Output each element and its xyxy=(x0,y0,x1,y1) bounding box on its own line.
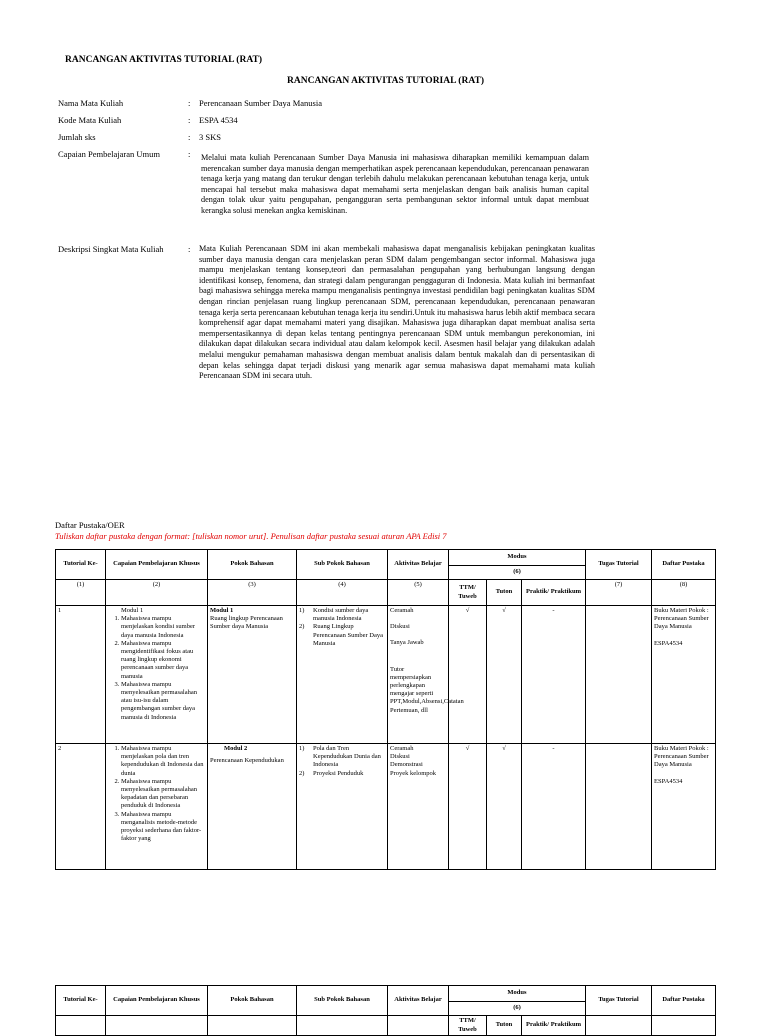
header-capaian: Capaian Pembelajaran Khusus xyxy=(106,986,208,1016)
objective-item: 2. Mahasiswa mampu menyelesaikan permasalahan kepadatan dan persebaran penduduk di Indonesia xyxy=(121,778,205,811)
header-pokok-bahasan: Pokok Bahasan xyxy=(208,986,297,1016)
header-modus-label: Modus xyxy=(507,553,527,561)
credits-value: 3 SKS xyxy=(199,132,221,142)
tugas-cell xyxy=(586,744,652,870)
activity-item: Tutor mempersiapkan perlengkapan mengajar seperti PPT,Modul,Absensi,Catatan Pertemuan, dll xyxy=(390,665,464,714)
course-name-label: Nama Mata Kuliah xyxy=(58,98,124,108)
header-ttm: TTM/ Tuweb xyxy=(449,1016,487,1036)
credits-label: Jumlah sks xyxy=(58,132,96,142)
header-daftar-pustaka: Daftar Pustaka xyxy=(652,986,716,1016)
activity-item: Diskusi xyxy=(390,753,410,761)
activity-cell xyxy=(388,744,449,870)
course-description-label: Deskripsi Singkat Mata Kuliah xyxy=(58,244,164,254)
topic-cell xyxy=(208,744,297,870)
course-description-text: Mata Kuliah Perencanaan SDM ini akan membekali mahasiswa dapat menganalisis kebijakan peningkatan kualitas sumber daya manusia dengan cara menjelaskan peran SDM dalam pengembangan sector informal. Mahasiswa juga mampu menjelaskan tentang konsep,teori dan permasalahan pengupahan yang berhubungan langsung dengan identifikasi konsep, fenomena, dan strategi dalam pengurangan penggaguran di Indonesia. Mata kuliah ini bermanfaat bagi mahasiswa sehingga mereka mampu menganalisis pentingnya investasi pendidilan bagi peningkatan kualitas SDM dengan rincian penjelasan ruang lingkup perencanaan SDM, perencanaan kependudukan, perencanaan penawaran tenaga kerja serta perencanaan kebutuhan tenaga kerja itu sendiri.Untuk itu mahasiswa harus lebih aktif membaca secara komprehensif agar dapat memahami materi yang disajikan. Mahasiswa juga diharapkan dapat membuat analisa serta mempersentasikannya di depan kelas tentang pentingnya perencanaan SDM untuk membangun perekonomian, ini dilakukan dapat dilakukan secara individual atau dalam kelompok kecil. Asesmen hasil belajar yang dilakukan adalah melalui mengukur pemahaman mahasiswa dengan membuat analisis dalam bentuk makalah dan di persentasikan di depan kelas sehingga dapat terjadi diskusi yang menarik agar semua mahasiswa dapat memahami mata kuliah Perencanaan SDM ini secara utuh. xyxy=(199,244,595,381)
objective-item: 2. Mahasiswa mampu mengidentifikasi fokus atau ruang lingkup ekonomi perencanaan sumber daya manusia xyxy=(121,640,205,681)
references-title: Daftar Pustaka/OER xyxy=(55,520,125,530)
header-tuton: Tuton xyxy=(487,580,522,606)
subtopic-cell xyxy=(297,606,388,744)
activity-item: Diskusi xyxy=(390,623,410,631)
header-aktivitas-belajar: Aktivitas Belajar xyxy=(388,986,449,1016)
topic-text: Perencanaan Kependudukan xyxy=(210,757,284,765)
objective-item: 1. Mahasiswa mampu menjelaskan pola dan tren kependudukan di Indonesia dan dunia xyxy=(121,745,205,778)
header-praktik: Praktik/ Praktikum xyxy=(522,580,586,606)
header-praktik: Praktik/ Praktikum xyxy=(522,1016,586,1036)
module-label: Modul 1 xyxy=(121,607,144,614)
objective-item: 1. Mahasiswa mampu menjelaskan kondisi sumber daya manusia Indonesia xyxy=(121,615,205,640)
header-tugas-tutorial: Tugas Tutorial xyxy=(586,550,652,580)
praktik-mark: - xyxy=(522,744,586,870)
course-code-label: Kode Mata Kuliah xyxy=(58,115,122,125)
subtopic-text: Kondisi sumber daya manusia Indonesia xyxy=(313,607,369,623)
objective-list xyxy=(108,745,205,843)
praktik-mark: - xyxy=(522,606,586,744)
course-code-value: ESPA 4534 xyxy=(199,115,238,125)
subtopic-number: 2) xyxy=(299,623,305,631)
references-cell xyxy=(652,606,716,744)
header-ttm: TTM/ Tuweb xyxy=(449,580,487,606)
col-number: (5) xyxy=(388,580,449,606)
activity-item: Tanya Jawab xyxy=(390,639,424,647)
subtopic-cell xyxy=(297,744,388,870)
header-tutorial: Tutorial Ke- xyxy=(56,550,106,580)
header-modus-number: (6) xyxy=(449,1002,586,1016)
reference-item: Buku Materi Pokok : Perencanaan Sumber Daya Manusia xyxy=(654,745,709,769)
learning-outcome-label: Capaian Pembelajaran Umum xyxy=(58,149,160,159)
header-tugas-tutorial: Tugas Tutorial xyxy=(586,986,652,1016)
col-number: (2) xyxy=(106,580,208,606)
activity-cell xyxy=(388,606,464,744)
topic-cell xyxy=(208,606,297,744)
col-number: (8) xyxy=(652,580,716,606)
subtopic-number: 2) xyxy=(299,769,305,777)
document-header-title: RANCANGAN AKTIVITAS TUTORIAL (RAT) xyxy=(65,55,262,65)
subtopic-text: Pola dan Tren Kependudukan Dunia dan Indonesia xyxy=(313,745,381,769)
objective-list xyxy=(108,615,205,722)
colon: : xyxy=(188,149,191,159)
reference-item: Buku Materi Pokok : Perencanaan Sumber Daya Manusia xyxy=(654,607,709,631)
subtopic-item xyxy=(299,607,385,623)
topic-module: Modul 2 xyxy=(224,745,248,752)
header-tuton: Tuton xyxy=(487,1016,522,1036)
col-number: (7) xyxy=(586,580,652,606)
reference-code: ESPA4534 xyxy=(654,639,683,647)
objective-item: 3. Mahasiswa mampu menyelesaikan permasalahan atau isu-isu dalam pengembangan sumber daya manusia di Indonesia xyxy=(121,681,205,722)
subtopic-item xyxy=(299,745,385,770)
colon: : xyxy=(188,98,191,108)
col-number: (1) xyxy=(56,580,106,606)
tuton-check: √ xyxy=(487,606,522,744)
subtopic-text: Ruang Lingkup Perencanaan Sumber Daya Manusia xyxy=(313,623,384,647)
activity-item: Proyek kelompok xyxy=(390,769,437,777)
activity-item: Demonstrasi xyxy=(390,761,423,769)
references-cell xyxy=(652,744,716,870)
header-sub-pokok-bahasan: Sub Pokok Bahasan xyxy=(297,986,388,1016)
topic-module: Modul 1 xyxy=(210,607,234,614)
learning-objectives xyxy=(106,744,208,870)
header-pokok-bahasan: Pokok Bahasan xyxy=(208,550,297,580)
references-note: Tuliskan daftar pustaka dengan format: [tuliskan nomor urut]. Penulisan daftar pustaka sesuai aturan APA Edisi 7 xyxy=(55,531,447,541)
subtopic-number: 1) xyxy=(299,607,305,614)
table-row xyxy=(56,606,716,744)
header-sub-pokok-bahasan: Sub Pokok Bahasan xyxy=(297,550,388,580)
colon: : xyxy=(188,115,191,125)
learning-objectives xyxy=(106,606,208,744)
tuton-check: √ xyxy=(487,744,522,870)
header-modus: Modus xyxy=(449,986,586,1002)
colon: : xyxy=(188,244,191,254)
table-row xyxy=(56,744,716,870)
ttm-check: √ xyxy=(449,744,487,870)
subtopic-text: Proyeksi Penduduk xyxy=(313,769,364,777)
header-capaian: Capaian Pembelajaran Khusus xyxy=(106,550,208,580)
tutorial-activity-table xyxy=(55,549,716,870)
subtopic-item xyxy=(299,623,385,648)
tugas-cell xyxy=(586,606,652,744)
ttm-check: √ xyxy=(449,606,487,744)
col-number: (3) xyxy=(208,580,297,606)
tutorial-number: 2 xyxy=(56,744,106,870)
learning-outcome-text: Melalui mata kuliah Perencanaan Sumber Daya Manusia ini mahasiswa diharapkan memiliki kemampuan dalam merencakan sumber daya manusia dengan memperhatikan aspek perencanaan kependudukan, perencanaan penawaran tenaga kerja yang matang dan terukur dengan terlebih dahulu melakukan perencanaan kebutuhan tenaga kerja, untuk mencapai hal tersebut maka mahasiswa dapat memahami serta menjelaskan dengan baik analisis human capital dengan tolak ukur yaitu pengupahan, pengangguran serta pembangunan sektor informal untuk dapat membuat kerangka solusi menekan angka kemiskinan. xyxy=(201,153,589,215)
subtopic-number: 1) xyxy=(299,745,305,752)
header-aktivitas-belajar: Aktivitas Belajar xyxy=(388,550,449,580)
colon: : xyxy=(188,132,191,142)
col-number: (4) xyxy=(297,580,388,606)
activity-item: Ceramah xyxy=(390,607,414,614)
course-name-value: Perencanaan Sumber Daya Manusia xyxy=(199,98,322,108)
tutorial-activity-table-continued xyxy=(55,985,716,1036)
reference-code: ESPA4534 xyxy=(654,777,683,785)
header-tutorial: Tutorial Ke- xyxy=(56,986,106,1016)
header-modus-number: (6) xyxy=(449,566,586,580)
header-modus xyxy=(449,550,586,566)
topic-text: Ruang lingkup Perencanaan Sumber daya Manusia xyxy=(210,615,283,631)
document-title: RANCANGAN AKTIVITAS TUTORIAL (RAT) xyxy=(287,76,484,86)
subtopic-item xyxy=(299,770,385,778)
tutorial-number: 1 xyxy=(56,606,106,744)
header-daftar-pustaka: Daftar Pustaka xyxy=(652,550,716,580)
activity-item: Ceramah xyxy=(390,745,414,752)
objective-item: 3. Mahasiswa mampu menganalisis metode-metode proyeksi sederhana dan faktor-faktor yang xyxy=(121,811,205,844)
